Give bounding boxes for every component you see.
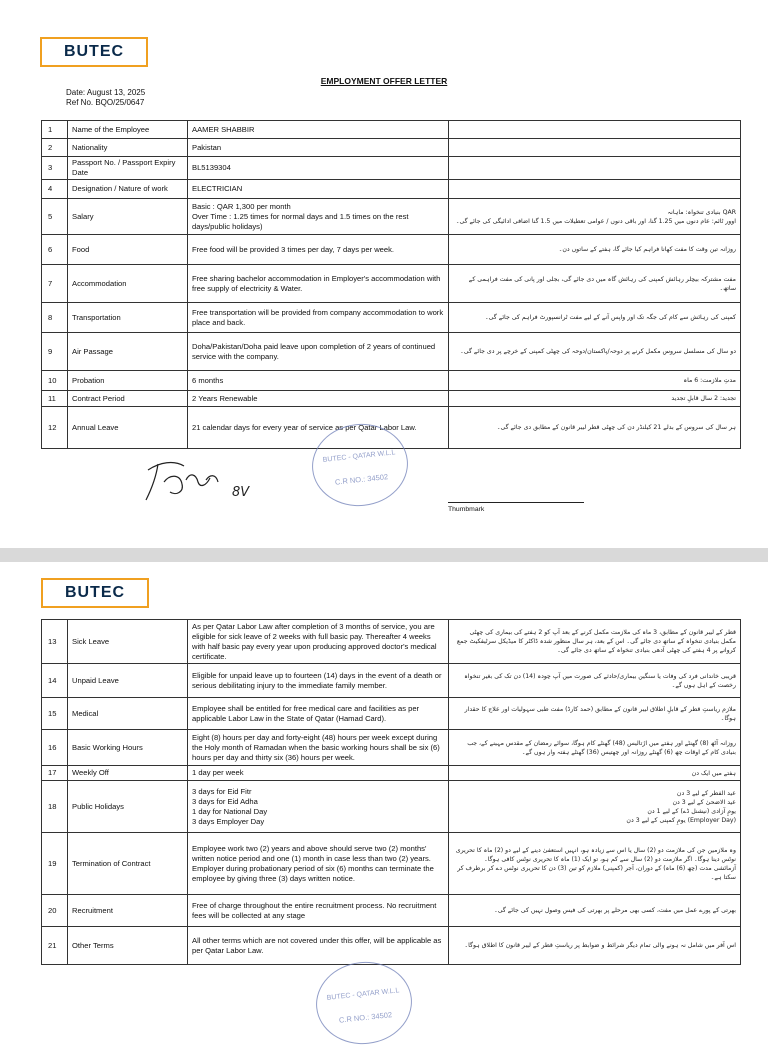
row-label: Food xyxy=(68,235,188,265)
table-row xyxy=(42,303,741,333)
row-number: 7 xyxy=(42,265,68,303)
row-number: 14 xyxy=(42,664,68,698)
company-stamp-page-two xyxy=(312,957,416,1049)
row-value-urdu xyxy=(449,157,741,180)
row-label: Sick Leave xyxy=(68,620,188,664)
row-label: Probation xyxy=(68,371,188,391)
row-number: 4 xyxy=(42,180,68,199)
row-number: 19 xyxy=(42,833,68,895)
table-row xyxy=(42,781,741,833)
table-row xyxy=(42,620,741,664)
table-row xyxy=(42,265,741,303)
row-value-english: Free transportation will be provided from company accommodation to work place and back. xyxy=(188,303,449,333)
row-label: Name of the Employee xyxy=(68,121,188,139)
table-row xyxy=(42,766,741,781)
row-label: Other Terms xyxy=(68,927,188,965)
row-label: Accommodation xyxy=(68,265,188,303)
signature-initials: 8V xyxy=(232,485,250,500)
stamp-cr-number: C.R NO.: 34502 xyxy=(334,472,389,487)
company-logo: BUTEC xyxy=(40,37,148,67)
row-value-urdu xyxy=(449,139,741,157)
row-value-english: All other terms which are not covered under this offer, will be applicable as per Qatar Labor Law. xyxy=(188,927,449,965)
employee-signature xyxy=(140,452,260,508)
row-label: Salary xyxy=(68,199,188,235)
row-number: 5 xyxy=(42,199,68,235)
row-number: 2 xyxy=(42,139,68,157)
table-row xyxy=(42,391,741,407)
row-value-urdu: روزانہ آٹھ (8) گھنٹے اور ہفتے میں اڑتالیس (48) گھنٹے کام ہوگا، سوائے رمضان کے مقدس مہینے کے، جب بنیادی کام کے اوقات چھ (6) گھنٹے روزانہ اور چھتیس (36) گھنٹے ہفتہ وار ہوں گے۔ xyxy=(449,730,741,766)
row-value-urdu: ہفتے میں ایک دن xyxy=(449,766,741,781)
row-value-english: 6 months xyxy=(188,371,449,391)
row-value-english: Pakistan xyxy=(188,139,449,157)
thumbmark-line xyxy=(448,502,584,503)
row-value-english: ELECTRICIAN xyxy=(188,180,449,199)
row-number: 6 xyxy=(42,235,68,265)
row-value-urdu: بھرتی کے پورے عمل میں مفت، کسی بھی مرحلے پر بھرتی کی فیس وصول نہیں کی جائے گی۔ xyxy=(449,895,741,927)
row-label: Air Passage xyxy=(68,333,188,371)
row-number: 9 xyxy=(42,333,68,371)
row-value-english: As per Qatar Labor Law after completion of 3 months of service, you are eligible for sick leave of 2 weeks with full basic pay. Thereafter 4 weeks with half basic pay every year upon producing approved doctor's medical certificate. xyxy=(188,620,449,664)
row-number: 16 xyxy=(42,730,68,766)
offer-terms-table-part-two xyxy=(41,619,741,965)
row-value-english: 2 Years Renewable xyxy=(188,391,449,407)
row-label: Basic Working Hours xyxy=(68,730,188,766)
row-value-urdu: دو سال کی مسلسل سروس مکمل کرنے پر دوحہ/پاکستان/دوحہ کی چھٹی کمپنی کے خرچے پر دی جائے گی۔ xyxy=(449,333,741,371)
row-value-urdu: وہ ملازمین جن کی ملازمت دو (2) سال یا اس سے زیادہ ہو، انہیں استعفیٰ دینے کے لیے دو (2) ماہ کا تحریری نوٹس دینا ہوگا۔ اگر ملازمت دو (2) سال سے کم ہو، تو ایک (1) ماہ کا تحریری نوٹس کافی ہوگا۔ آزمائشی مدت (چھ (6) ماہ) کے دوران، آجر (کمپنی) ملازم کو تین (3) دن کا تحریری نوٹس دے کر برطرف کر سکتا ہے۔ xyxy=(449,833,741,895)
row-value-english: BL5139304 xyxy=(188,157,449,180)
row-value-urdu xyxy=(449,180,741,199)
table-row xyxy=(42,698,741,730)
table-row xyxy=(42,139,741,157)
letter-date: Date: August 13, 2025 xyxy=(66,88,146,97)
row-label: Annual Leave xyxy=(68,407,188,449)
row-value-urdu: مفت مشترکہ بیچلر رہائش کمپنی کی رہائش گاہ میں دی جائے گی، بجلی اور پانی کی مفت فراہمی کے ساتھ۔ xyxy=(449,265,741,303)
row-value-english: Basic : QAR 1,300 per month Over Time : 1.25 times for normal days and 1.5 times on the rest days/public holidays) xyxy=(188,199,449,235)
row-value-english: Doha/Pakistan/Doha paid leave upon completion of 2 years of continued service with the company. xyxy=(188,333,449,371)
reference-number: Ref No. BQO/25/0647 xyxy=(66,98,145,107)
row-value-urdu: روزانہ تین وقت کا مفت کھانا فراہم کیا جائے گا، ہفتے کے ساتوں دن۔ xyxy=(449,235,741,265)
row-value-urdu: ہر سال کی سروس کے بدلے 21 کیلنڈر دن کی چھٹی قطر لیبر قانون کے مطابق دی جائے گی۔ xyxy=(449,407,741,449)
row-value-urdu: قطر کے لیبر قانون کے مطابق، 3 ماہ کی ملازمت مکمل کرنے کے بعد آپ کو 2 ہفتے کی بیماری کی چھٹی مکمل بنیادی تنخواہ کے ساتھ دی جائے گی۔ اس کے بعد، ہر سال منظور شدہ ڈاکٹر کا میڈیکل سرٹیفکیٹ جمع کروانے پر 4 ہفتے کی چھٹی آدھی بنیادی تنخواہ کے ساتھ دی جائے گی۔ xyxy=(449,620,741,664)
row-number: 3 xyxy=(42,157,68,180)
stamp-company-name: BUTEC - QATAR W.L.L xyxy=(326,987,400,1002)
row-number: 13 xyxy=(42,620,68,664)
row-label: Designation / Nature of work xyxy=(68,180,188,199)
row-label: Nationality xyxy=(68,139,188,157)
stamp-cr-number: C.R NO.: 34502 xyxy=(338,1010,393,1025)
table-row xyxy=(42,235,741,265)
row-value-urdu: ملازم ریاستِ قطر کے قابلِ اطلاق لیبر قانون کے مطابق (حمد کارڈ) مفت طبی سہولیات اور علاج کا حقدار ہوگا۔ xyxy=(449,698,741,730)
row-value-urdu: QAR بنیادی تنخواہ: ماہانہ اوور ٹائم: عام دنوں میں 1.25 گنا، اور باقی دنوں / عوامی تعطیلات میں 1.5 گنا اضافی ادائیگی کی جائے گی۔ xyxy=(449,199,741,235)
table-row xyxy=(42,730,741,766)
row-number: 20 xyxy=(42,895,68,927)
row-number: 8 xyxy=(42,303,68,333)
table-row xyxy=(42,121,741,139)
thumbmark-label: Thumbmark xyxy=(448,506,485,513)
table-row xyxy=(42,199,741,235)
row-value-urdu: کمپنی کی رہائش سے کام کی جگہ تک اور واپس آنے کے لیے مفت ٹرانسپورٹ فراہم کی جائے گی۔ xyxy=(449,303,741,333)
row-value-english: Free sharing bachelor accommodation in Employer's accommodation with free supply of electricity & Water. xyxy=(188,265,449,303)
row-value-english: Eight (8) hours per day and forty-eight (48) hours per week except during the Holy month of Ramadan when the basic working hours shall be six (6) hours per day and thirty six (36) hours per week. xyxy=(188,730,449,766)
row-label: Weekly Off xyxy=(68,766,188,781)
row-label: Medical xyxy=(68,698,188,730)
table-row xyxy=(42,664,741,698)
table-row xyxy=(42,833,741,895)
page-two xyxy=(0,562,768,1024)
document-title: EMPLOYMENT OFFER LETTER xyxy=(320,76,448,86)
row-value-english: Free of charge throughout the entire recruitment process. No recruitment fees will be collected at any stage xyxy=(188,895,449,927)
row-label: Public Holidays xyxy=(68,781,188,833)
row-value-urdu: تجدید: 2 سال قابلِ تجدید xyxy=(449,391,741,407)
row-label: Passport No. / Passport Expiry Date xyxy=(68,157,188,180)
table-row xyxy=(42,157,741,180)
row-label: Transportation xyxy=(68,303,188,333)
row-value-urdu: مدتِ ملازمت: 6 ماہ xyxy=(449,371,741,391)
row-value-english: AAMER SHABBIR xyxy=(188,121,449,139)
row-label: Termination of Contract xyxy=(68,833,188,895)
row-number: 1 xyxy=(42,121,68,139)
table-row xyxy=(42,371,741,391)
row-label: Unpaid Leave xyxy=(68,664,188,698)
row-value-english: 1 day per week xyxy=(188,766,449,781)
page-separator xyxy=(0,548,768,562)
row-number: 18 xyxy=(42,781,68,833)
row-value-english: 3 days for Eid Fitr 3 days for Eid Adha 1 day for National Day 3 days Employer Day xyxy=(188,781,449,833)
table-row xyxy=(42,895,741,927)
row-label: Contract Period xyxy=(68,391,188,407)
row-value-english: Eligible for unpaid leave up to fourteen (14) days in the event of a death or serious debilitating injury to the immediate family member. xyxy=(188,664,449,698)
table-row xyxy=(42,333,741,371)
stamp-company-name: BUTEC - QATAR W.L.L xyxy=(322,449,396,464)
row-value-english: 21 calendar days for every year of service as per Qatar Labor Law. xyxy=(188,407,449,449)
table-row xyxy=(42,180,741,199)
row-value-urdu: عید الفطر کے لیے 3 دن عید الاضحیٰ کے لیے 3 دن یومِ آزادی (نیشنل ڈے) کے لیے 1 دن (Employer Day) یومِ کمپنی کے لیے 3 دن xyxy=(449,781,741,833)
row-value-urdu xyxy=(449,121,741,139)
row-value-urdu: قریبی خاندانی فرد کی وفات یا سنگین بیماری/حادثے کی صورت میں آپ چودہ (14) دن تک کی بغیر تنخواہ رخصت کے اہل ہوں گے۔ xyxy=(449,664,741,698)
row-value-english: Employee shall be entitled for free medical care and facilities as per applicable Labor Law in the State of Qatar (Hamad Card). xyxy=(188,698,449,730)
row-number: 11 xyxy=(42,391,68,407)
row-number: 10 xyxy=(42,371,68,391)
table-row xyxy=(42,927,741,965)
row-number: 15 xyxy=(42,698,68,730)
row-value-english: Free food will be provided 3 times per day, 7 days per week. xyxy=(188,235,449,265)
row-number: 12 xyxy=(42,407,68,449)
row-label: Recruitment xyxy=(68,895,188,927)
offer-terms-table-part-one xyxy=(41,120,741,449)
row-number: 17 xyxy=(42,766,68,781)
row-value-urdu: اس آفر میں شامل نہ ہونے والی تمام دیگر شرائط و ضوابط پر ریاستِ قطر کے لیبر قانون کا اطلاق ہوگا۔ xyxy=(449,927,741,965)
company-logo-page-two: BUTEC xyxy=(41,578,149,608)
row-number: 21 xyxy=(42,927,68,965)
row-value-english: Employee work two (2) years and above should serve two (2) months' written notice period and one (1) month in case less than two (2) years. Employer during probationary period of six (6) months can terminate the employee by giving three (3) days written notice. xyxy=(188,833,449,895)
